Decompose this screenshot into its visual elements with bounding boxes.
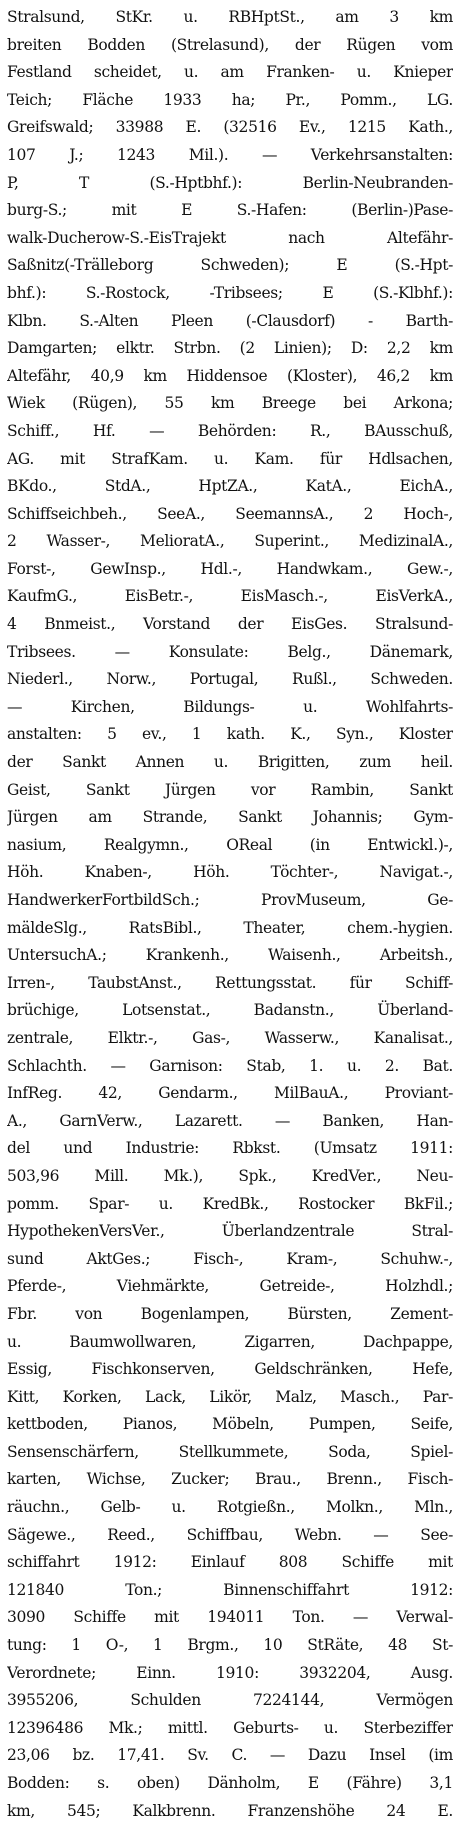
text-line: pomm. Spar- u. KredBk., Rostocker BkFil.; (7, 1194, 453, 1213)
text-line: km, 545; Kalkbrenn. Franzenshöhe 24 E. (7, 1801, 453, 1820)
text-line: 12396486 Mk.; mittl. Geburts- u. Sterbeziffer (7, 1718, 453, 1737)
text-line: mäldeSlg., RatsBibl., Theater, chem.-hygien. (7, 918, 453, 937)
text-line: 2 Wasser-, MelioratA., Superint., MedizinalA., (7, 532, 453, 551)
text-line: Kitt, Korken, Lack, Likör, Malz, Masch., Par- (7, 1387, 453, 1406)
text-line: HypothekenVersVer., Überlandzentrale Stral- (7, 1222, 453, 1241)
text-line: 107 J.; 1243 Mil.). — Verkehrsanstalten: (7, 145, 453, 164)
text-line: Schiff., Hf. — Behörden: R., BAusschuß, (7, 421, 453, 440)
text-line: karten, Wichse, Zucker; Brau., Brenn., Fisch- (7, 1470, 453, 1489)
text-line: KaufmG., EisBetr.-, EisMasch.-, EisVerkA., (7, 587, 453, 606)
text-line: sund AktGes.; Fisch-, Kram-, Schuhw.-, (7, 1249, 453, 1268)
text-line: walk-Ducherow-S.-EisTrajekt nach Altefähr- (7, 228, 453, 247)
text-line: Schlachth. — Garnison: Stab, 1. u. 2. Bat. (7, 1056, 453, 1075)
text-line: Stralsund, StKr. u. RBHptSt., am 3 km (7, 8, 453, 26)
text-line: Altefähr, 40,9 km Hiddensoe (Kloster), 46,2 km (7, 366, 453, 385)
text-line: Festland scheidet, u. am Franken- u. Knieper (7, 63, 453, 82)
text-line: InfReg. 42, Gendarm., MilBauA., Proviant- (7, 1084, 453, 1103)
text-line: Tribsees. — Konsulate: Belg., Dänemark, (7, 642, 453, 661)
text-line: Damgarten; elktr. Strbn. (2 Linien); D: 2,2 km (7, 339, 453, 358)
text-line: 4 Bnmeist., Vorstand der EisGes. Stralsund- (7, 615, 453, 634)
text-line: Fbr. von Bogenlampen, Bürsten, Zement- (7, 1304, 453, 1323)
text-line: del und Industrie: Rbkst. (Umsatz 1911: (7, 1139, 453, 1158)
text-line: Höh. Knaben-, Höh. Töchter-, Navigat.-, (7, 863, 453, 882)
text-line: 3090 Schiffe mit 194011 Ton. — Verwal- (7, 1608, 453, 1627)
text-line: breiten Bodden (Strelasund), der Rügen vom (7, 35, 453, 54)
text-line: Klbn. S.-Alten Pleen (-Clausdorf) - Barth- (7, 311, 453, 330)
text-line: Jürgen am Strande, Sankt Johannis; Gym- (7, 808, 453, 827)
text-line: 121840 Ton.; Binnenschiffahrt 1912: (7, 1580, 453, 1599)
text-line: Teich; Fläche 1933 ha; Pr., Pomm., LG. (7, 90, 453, 109)
text-line: Pferde-, Viehmärkte, Getreide-, Holzhdl.; (7, 1277, 453, 1296)
text-line: brüchige, Lotsenstat., Badanstn., Überland- (7, 1001, 453, 1020)
text-line: Essig, Fischkonserven, Geldschränken, Hefe, (7, 1360, 453, 1379)
text-line: Sägewe., Reed., Schiffbau, Webn. — See- (7, 1525, 453, 1544)
text-line: Niederl., Norw., Portugal, Rußl., Schweden. (7, 670, 453, 689)
text-line: Saßnitz(-Trälleborg Schweden); E (S.-Hpt- (7, 256, 453, 275)
text-line: anstalten: 5 ev., 1 kath. K., Syn., Kloster (7, 725, 453, 744)
text-line: tung: 1 O-, 1 Brgm., 10 StRäte, 48 St- (7, 1636, 453, 1655)
text-line: der Sankt Annen u. Brigitten, zum heil. (7, 753, 453, 772)
text-line: Wiek (Rügen), 55 km Breege bei Arkona; (7, 394, 453, 413)
text-line: Greifswald; 33988 E. (32516 Ev., 1215 Kath., (7, 118, 453, 137)
text-line: Irren-, TaubstAnst., Rettungsstat. für Schiff- (7, 973, 453, 992)
text-line: 503,96 Mill. Mk.), Spk., KredVer., Neu- (7, 1166, 453, 1185)
text-line: zentrale, Elktr.-, Gas-, Wasserw., Kanalisat., (7, 1028, 453, 1047)
text-line: Sensenschärfern, Stellkummete, Soda, Spiel- (7, 1442, 453, 1461)
text-line: burg-S.; mit E S.-Hafen: (Berlin-)Pase- (7, 201, 453, 220)
text-line: bhf.): S.-Rostock, -Tribsees; E (S.-Klbhf.): (7, 283, 453, 302)
text-line: AG. mit StrafKam. u. Kam. für Hdlsachen, (7, 449, 453, 468)
text-line: UntersuchA.; Krankenh., Waisenh., Arbeitsh., (7, 946, 453, 965)
text-line: 3955206, Schulden 7224144, Vermögen (7, 1691, 453, 1710)
text-line: räuchn., Gelb- u. Rotgießn., Molkn., Mln., (7, 1498, 453, 1517)
text-line: Bodden: s. oben) Dänholm, E (Fähre) 3,1 (7, 1774, 453, 1792)
text-line: Forst-, GewInsp., Hdl.-, Handwkam., Gew.-, (7, 559, 453, 578)
text-line: HandwerkerFortbildSch.; ProvMuseum, Ge- (7, 891, 453, 909)
text-line: Geist, Sankt Jürgen vor Rambin, Sankt (7, 780, 453, 799)
text-line: P, T (S.-Hptbhf.): Berlin-Neubranden- (7, 173, 453, 192)
text-line: Schiffseichbeh., SeeA., SeemannsA., 2 Hoch-, (7, 504, 453, 523)
text-line: kettboden, Pianos, Möbeln, Pumpen, Seife, (7, 1415, 453, 1434)
text-line: schiffahrt 1912: Einlauf 808 Schiffe mit (7, 1553, 453, 1572)
text-line: u. Baumwollwaren, Zigarren, Dachpappe, (7, 1332, 453, 1351)
text-line: Verordnete; Einn. 1910: 3932204, Ausg. (7, 1663, 453, 1682)
text-line: A., GarnVerw., Lazarett. — Banken, Han- (7, 1111, 453, 1130)
text-line: — Kirchen, Bildungs- u. Wohlfahrts- (7, 697, 453, 716)
text-line: nasium, Realgymn., OReal (in Entwickl.)-, (7, 835, 453, 854)
text-line: BKdo., StdA., HptZA., KatA., EichA., (7, 477, 453, 496)
text-line: 23,06 bz. 17,41. Sv. C. — Dazu Insel (im (7, 1746, 453, 1765)
